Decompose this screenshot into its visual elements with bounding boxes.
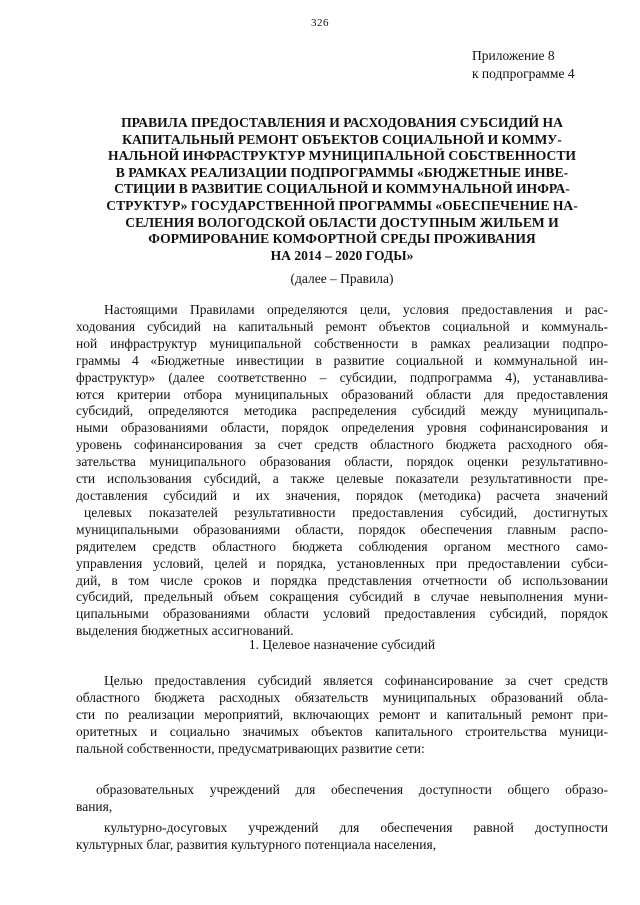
- text-line: уровень софинансирования за счет средств областного бюджета расходного обя-: [76, 437, 608, 453]
- text-line: муниципальными образованиями области, порядок обеспечения главным распо-: [76, 521, 608, 537]
- text-line: выделения бюджетных ассигнований.: [76, 623, 294, 639]
- title-line: ФОРМИРОВАНИЕ КОМФОРТНОЙ СРЕДЫ ПРОЖИВАНИЯ: [148, 231, 536, 247]
- text-line: пальной собственности, предусматривающих развитие сети:: [76, 740, 425, 756]
- title-line: НАЛЬНОЙ ИНФРАСТРУКТУР МУНИЦИПАЛЬНОЙ СОБСТВЕННОСТИ: [108, 148, 576, 164]
- text-line: доставления субсидий и их значения, порядок (методика) расчета значений: [76, 487, 608, 503]
- text-line: культурных благ, развития культурного потенциала населения,: [76, 836, 437, 852]
- text-line: дий, в том числе сроков и порядка представления отчетности об использовании: [76, 572, 608, 588]
- text-line: граммы 4 «Бюджетные инвестиции в развитие социальной и коммунальной ин-: [76, 352, 608, 368]
- goal-paragraph: [76, 673, 608, 758]
- title-line: НА 2014 – 2020 ГОДЫ»: [270, 247, 414, 263]
- appendix-reference: [472, 47, 575, 83]
- text-line: субсидий, определяются методика распределения субсидий между муниципаль-: [76, 403, 608, 419]
- title-line: СЕЛЕНИЯ ВОЛОГОДСКОЙ ОБЛАСТИ ДОСТУПНЫМ ЖИЛЬЕМ И: [125, 214, 559, 230]
- title-line: ПРАВИЛА ПРЕДОСТАВЛЕНИЯ И РАСХОДОВАНИЯ СУБСИДИЙ НА: [121, 115, 563, 130]
- appendix-line: к подпрограмме 4: [472, 66, 575, 81]
- text-line: областного бюджета расходных обязательств муниципальных образований обла-: [76, 689, 608, 705]
- text-line: сти по реализации мероприятий, включающих ремонт и капитальный ремонт при-: [76, 706, 608, 722]
- document-subtitle: (далее – Правила): [290, 271, 394, 286]
- title-line: СТРУКТУР» ГОСУДАРСТВЕННОЙ ПРОГРАММЫ «ОБЕСПЕЧЕНИЕ НА-: [106, 197, 578, 213]
- text-line: ходования субсидий на капитальный ремонт объектов социальной и коммуналь-: [76, 318, 608, 334]
- intro-paragraph: [76, 302, 608, 640]
- page-number: 326: [311, 17, 329, 29]
- text-line: фраструктур» (далее соответственно – субсидии, подпрограмма 4), устанавлива-: [76, 369, 608, 385]
- list-item-culture: [76, 820, 608, 854]
- text-line: Настоящими Правилами определяются цели, условия предоставления и рас-: [104, 302, 608, 317]
- list-item-education: [76, 782, 608, 816]
- title-line: СТИЦИИ В РАЗВИТИЕ СОЦИАЛЬНОЙ И КОММУНАЛЬНОЙ ИНФРА-: [114, 181, 570, 197]
- section-heading: 1. Целевое назначение субсидий: [248, 637, 436, 652]
- text-line: сти использования субсидий, а также целевые показатели результативности пре-: [76, 471, 608, 487]
- document-title: [76, 115, 608, 264]
- text-line: оритетных и социально значимых объектов капитального строительства муници-: [76, 723, 608, 739]
- text-line: управления условий, целей и порядка, установленных при предоставлении субси-: [76, 555, 608, 571]
- text-line: ными образованиями области, порядок определения уровня софинансирования и: [76, 420, 608, 436]
- title-line: В РАМКАХ РЕАЛИЗАЦИИ ПОДПРОГРАММЫ «БЮДЖЕТНЫЕ ИНВЕ-: [115, 164, 569, 180]
- text-line: зательства муниципального образования области, порядок оценки результативно-: [76, 454, 608, 470]
- text-line: субсидий, предельный объем сокращения субсидий в случае невыполнения муни-: [76, 589, 608, 605]
- text-line: ной инфраструктур муниципальной собственности в рамках реализации подпро-: [76, 335, 608, 351]
- text-line: вания,: [76, 798, 113, 814]
- title-line: КАПИТАЛЬНЫЙ РЕМОНТ ОБЪЕКТОВ СОЦИАЛЬНОЙ И КОММУ-: [122, 131, 562, 147]
- appendix-line: Приложение 8: [472, 48, 555, 63]
- text-line: ются критерии отбора муниципальных образований области для предоставления: [76, 386, 608, 402]
- text-line: ципальными образованиями области условий предоставления субсидий, порядок: [76, 606, 608, 622]
- text-line: целевых показателей результативности предоставления субсидий, достигнутых: [84, 504, 608, 520]
- text-line: Целью предоставления субсидий является софинансирование за счет средств: [104, 673, 608, 688]
- text-line: рядителем средств областного бюджета соблюдения органом местного само-: [76, 538, 608, 554]
- text-line: культурно-досуговых учреждений для обеспечения равной доступности: [104, 820, 608, 835]
- text-line: образовательных учреждений для обеспечения доступности общего образо-: [96, 782, 608, 797]
